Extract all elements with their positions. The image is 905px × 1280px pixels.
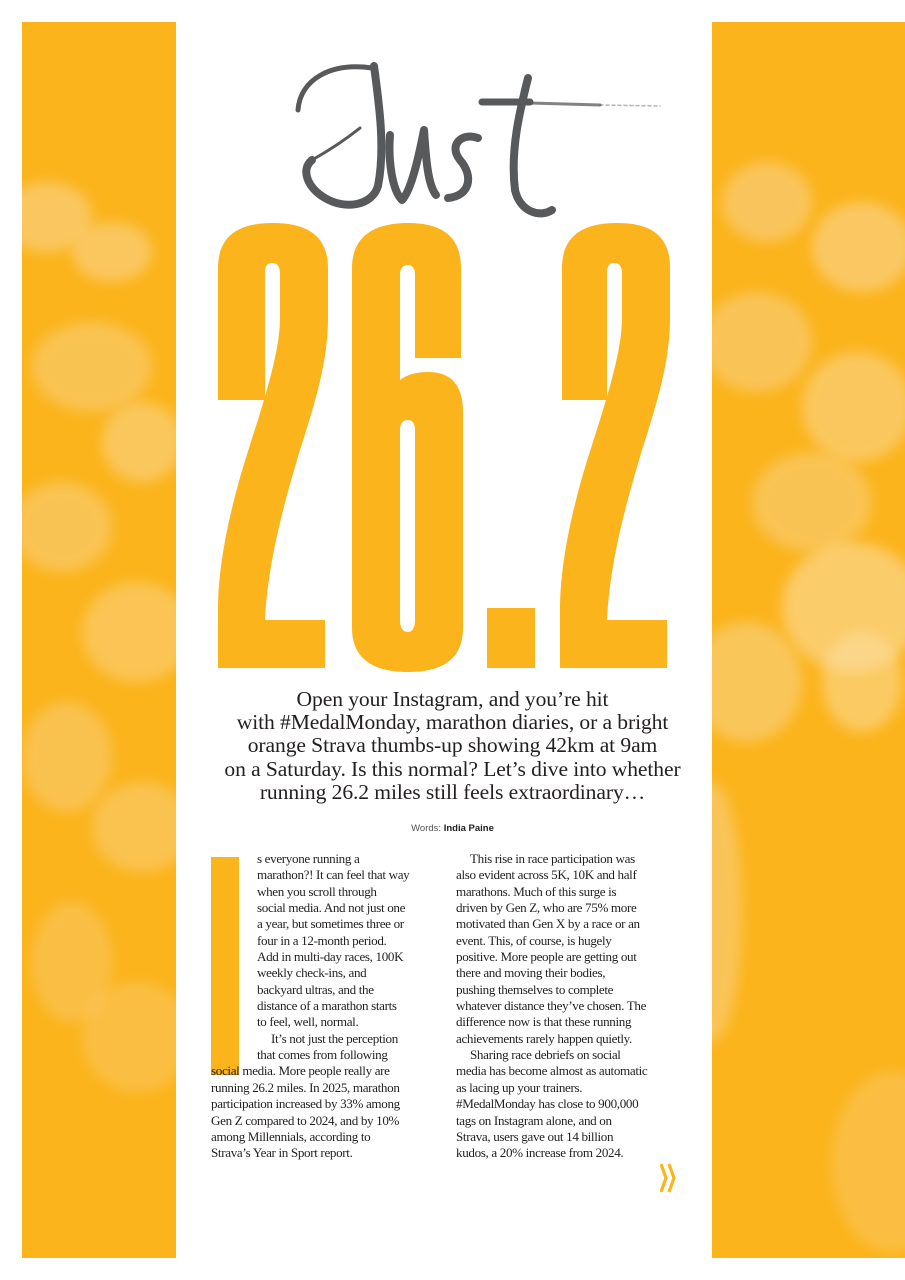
standfirst-line: Open your Instagram, and you’re hit (296, 687, 609, 711)
standfirst-line: on a Saturday. Is this normal? Let’s dive into whether (224, 756, 681, 781)
body-line: that comes from following (257, 1047, 388, 1063)
body-line: when you scroll through (257, 883, 377, 899)
body-line: among Millennials, according to (211, 1128, 371, 1144)
body-line: whatever distance they’ve chosen. The (456, 998, 647, 1014)
body-line: weekly check-ins, and (257, 965, 367, 981)
body-line: Sharing race debriefs on social (470, 1047, 621, 1063)
body-line: backyard ultras, and the (257, 981, 374, 997)
body-line: marathon?! It can feel that way (257, 867, 410, 883)
byline-label: Words: (411, 823, 442, 834)
body-line: s everyone running a (257, 851, 360, 866)
body-line: Gen Z compared to 2024, and by 10% (211, 1112, 400, 1128)
big-number-26-2 (218, 223, 670, 672)
body-line: driven by Gen Z, who are 75% more (456, 900, 637, 916)
body-line: social media. More people really are (211, 1063, 390, 1079)
body-line: media has become almost as automatic (456, 1063, 648, 1079)
body-line: as lacing up your trainers. (456, 1079, 583, 1095)
body-line: marathons. Much of this surge is (456, 883, 617, 899)
body-line: achievements rarely happen quietly. (456, 1030, 632, 1046)
body-line: event. This, of course, is hugely (456, 932, 612, 948)
script-word-just (298, 66, 660, 213)
byline (200, 823, 705, 834)
body-line: running 26.2 miles. In 2025, marathon (211, 1079, 400, 1095)
body-line: It’s not just the perception (271, 1030, 398, 1046)
standfirst-line: with #MedalMonday, marathon diaries, or a bright (236, 710, 669, 735)
body-line: also evident across 5K, 10K and half (456, 867, 637, 883)
body-line: to feel, well, normal. (257, 1014, 359, 1030)
standfirst-line: running 26.2 miles still feels extraordinary… (259, 779, 646, 804)
body-line: kudos, a 20% increase from 2024. (456, 1145, 624, 1161)
body-line: there and moving their bodies, (456, 965, 606, 981)
body-line: Strava’s Year in Sport report. (211, 1145, 353, 1161)
standfirst-intro (200, 688, 705, 804)
body-line: difference now is that these running (456, 1014, 632, 1030)
body-line: four in a 12-month period. (257, 932, 387, 948)
body-line: pushing themselves to complete (456, 981, 614, 997)
body-line: Add in multi-day races, 100K (257, 949, 404, 965)
body-column-1 (211, 851, 436, 1162)
body-line: tags on Instagram alone, and on (456, 1112, 612, 1128)
body-line: #MedalMonday has close to 900,000 (456, 1096, 639, 1112)
body-line: positive. More people are getting out (456, 949, 637, 965)
body-line: motivated than Gen X by a race or an (456, 916, 640, 932)
body-line: social media. And not just one (257, 900, 406, 916)
body-line: a year, but sometimes three or (257, 916, 404, 932)
body-column-2 (456, 851, 681, 1162)
byline-author: India Paine (443, 823, 494, 834)
body-line: Strava, users gave out 14 billion (456, 1128, 614, 1144)
left-crowd-photo-panel (22, 22, 176, 1258)
body-line: participation increased by 33% among (211, 1096, 400, 1112)
standfirst-line: orange Strava thumbs-up showing 42km at 9am (247, 733, 658, 758)
end-of-page-chevron-icon (660, 1162, 678, 1194)
body-line: distance of a marathon starts (257, 998, 397, 1014)
right-crowd-photo-panel (712, 22, 905, 1258)
body-line: This rise in race participation was (470, 851, 635, 866)
